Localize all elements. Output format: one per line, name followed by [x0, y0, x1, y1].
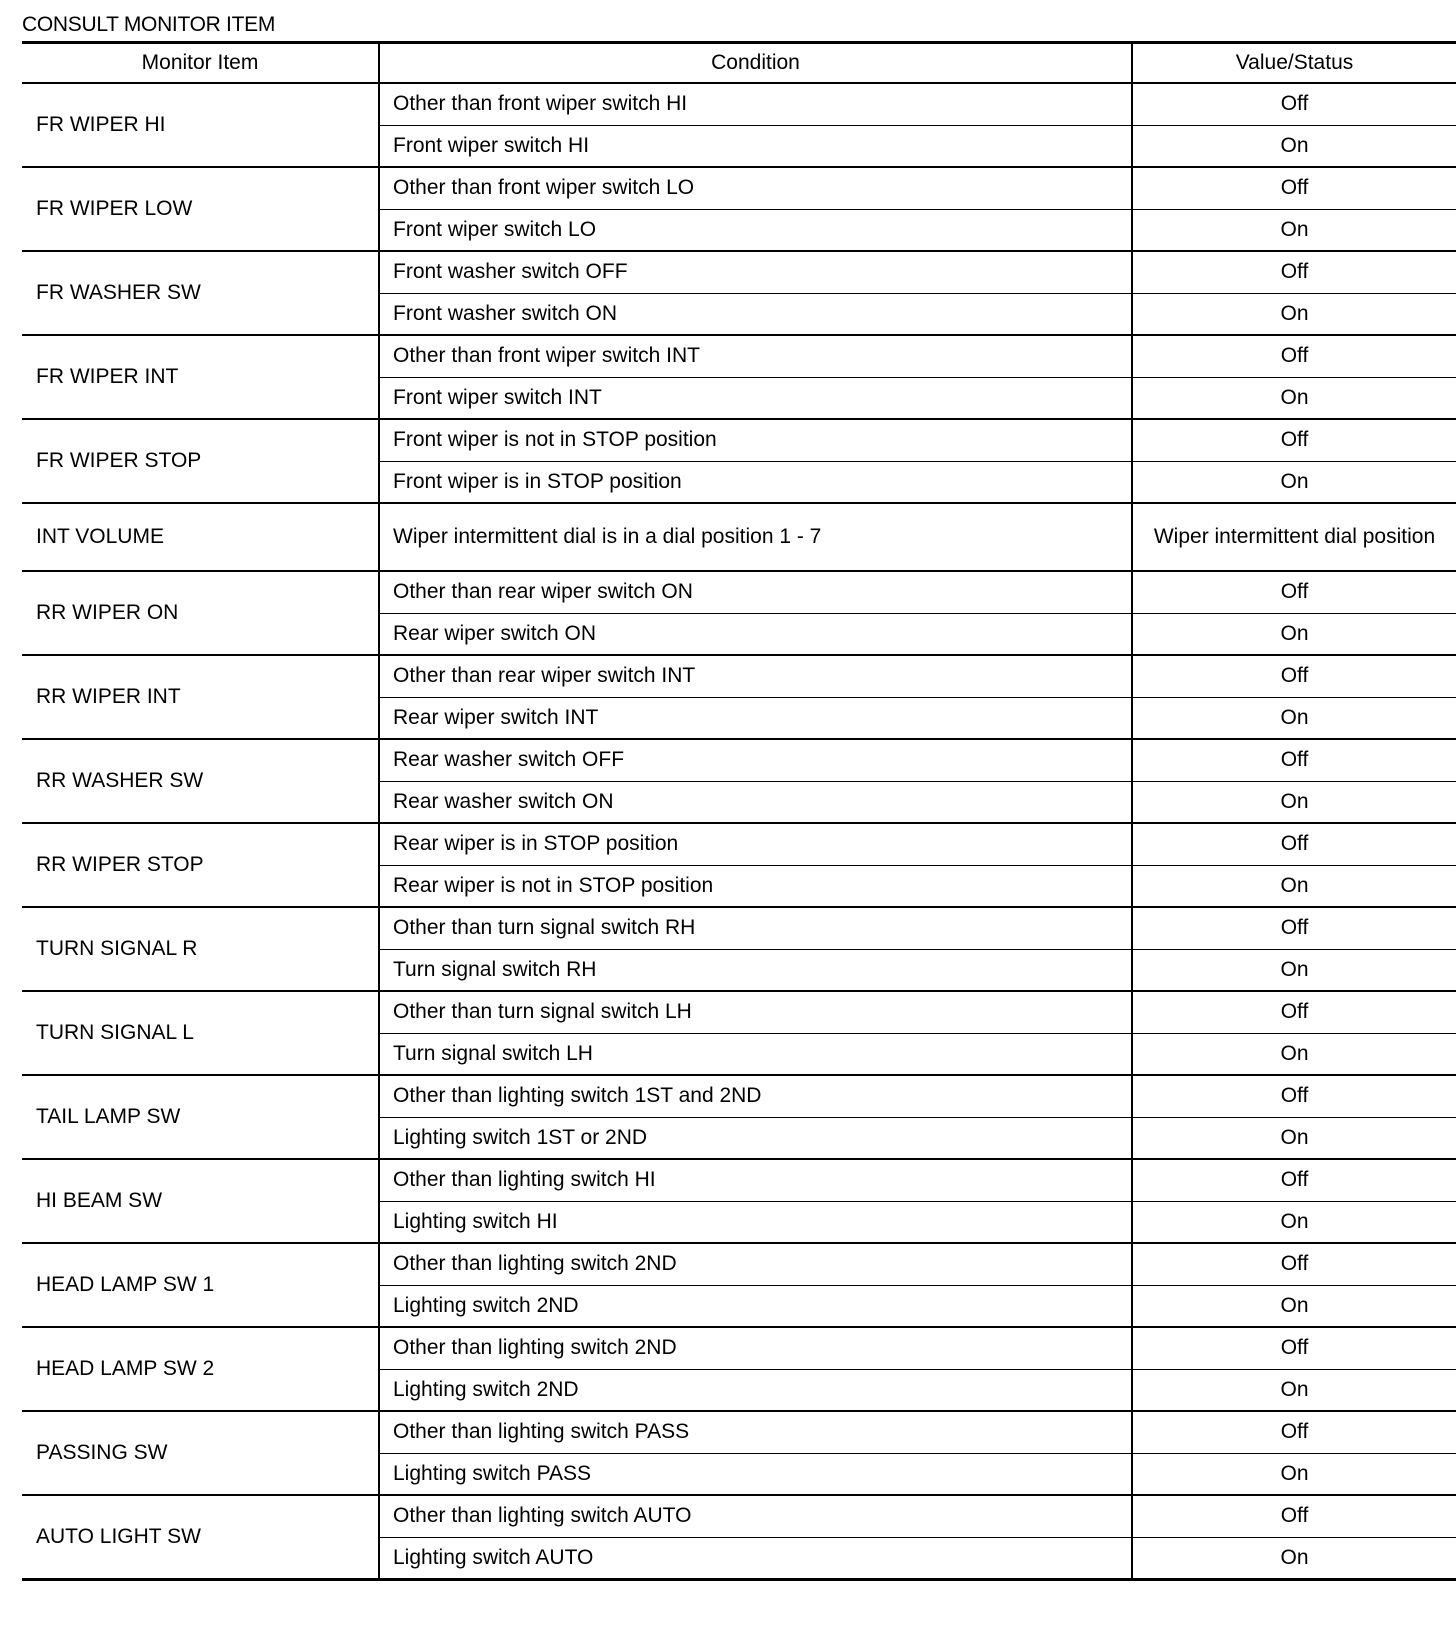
condition-cell: Wiper intermittent dial is in a dial position 1 - 7 [379, 503, 1132, 571]
value-status-cell: On [1132, 1117, 1456, 1159]
table-row [22, 907, 1456, 949]
value-status-cell: On [1132, 461, 1456, 503]
value-status-cell: On [1132, 1537, 1456, 1580]
condition-cell: Other than lighting switch 1ST and 2ND [379, 1075, 1132, 1117]
value-status-cell: Off [1132, 251, 1456, 293]
value-status-cell: Off [1132, 1327, 1456, 1369]
header-value-status: Value/Status [1132, 43, 1456, 84]
table-row [22, 991, 1456, 1033]
value-status-cell: Off [1132, 1159, 1456, 1201]
condition-cell: Front wiper switch INT [379, 377, 1132, 419]
table-row [22, 1159, 1456, 1201]
condition-cell: Other than lighting switch PASS [379, 1411, 1132, 1453]
condition-cell: Lighting switch 2ND [379, 1369, 1132, 1411]
monitor-item-cell: FR WASHER SW [22, 251, 379, 335]
value-status-cell: On [1132, 1369, 1456, 1411]
condition-cell: Other than lighting switch 2ND [379, 1327, 1132, 1369]
condition-cell: Lighting switch 1ST or 2ND [379, 1117, 1132, 1159]
condition-cell: Front wiper switch HI [379, 125, 1132, 167]
value-status-cell: Wiper intermittent dial position [1132, 503, 1456, 571]
condition-cell: Front wiper is in STOP position [379, 461, 1132, 503]
condition-cell: Other than turn signal switch RH [379, 907, 1132, 949]
value-status-cell: On [1132, 613, 1456, 655]
value-status-cell: On [1132, 377, 1456, 419]
condition-cell: Front washer switch OFF [379, 251, 1132, 293]
condition-cell: Other than front wiper switch LO [379, 167, 1132, 209]
monitor-item-cell: FR WIPER LOW [22, 167, 379, 251]
condition-cell: Front wiper is not in STOP position [379, 419, 1132, 461]
table-row [22, 1411, 1456, 1453]
table-row [22, 503, 1456, 571]
table-row [22, 1243, 1456, 1285]
condition-cell: Other than lighting switch AUTO [379, 1495, 1132, 1537]
value-status-cell: Off [1132, 823, 1456, 865]
monitor-item-cell: FR WIPER INT [22, 335, 379, 419]
value-status-cell: Off [1132, 1243, 1456, 1285]
value-status-cell: On [1132, 865, 1456, 907]
value-status-cell: Off [1132, 167, 1456, 209]
monitor-item-cell: TURN SIGNAL L [22, 991, 379, 1075]
monitor-item-cell: FR WIPER HI [22, 83, 379, 167]
value-status-cell: On [1132, 1201, 1456, 1243]
value-status-cell: On [1132, 781, 1456, 823]
value-status-cell: On [1132, 209, 1456, 251]
page-title: CONSULT MONITOR ITEM [22, 13, 276, 36]
condition-cell: Other than front wiper switch HI [379, 83, 1132, 125]
table-row [22, 823, 1456, 865]
table-row [22, 571, 1456, 613]
monitor-item-cell: AUTO LIGHT SW [22, 1495, 379, 1580]
table-row [22, 1327, 1456, 1369]
value-status-cell: Off [1132, 571, 1456, 613]
monitor-item-cell: FR WIPER STOP [22, 419, 379, 503]
table-row [22, 83, 1456, 125]
value-status-cell: Off [1132, 907, 1456, 949]
monitor-table [22, 41, 1456, 1581]
condition-cell: Rear washer switch ON [379, 781, 1132, 823]
table-row [22, 1495, 1456, 1537]
condition-cell: Rear wiper is not in STOP position [379, 865, 1132, 907]
monitor-item-cell: TURN SIGNAL R [22, 907, 379, 991]
condition-cell: Lighting switch AUTO [379, 1537, 1132, 1580]
table-row [22, 167, 1456, 209]
table-row [22, 251, 1456, 293]
table-body [22, 83, 1456, 1580]
header-condition: Condition [379, 43, 1132, 84]
value-status-cell: On [1132, 1285, 1456, 1327]
value-status-cell: Off [1132, 335, 1456, 377]
value-status-cell: On [1132, 293, 1456, 335]
condition-cell: Other than rear wiper switch ON [379, 571, 1132, 613]
value-status-cell: On [1132, 697, 1456, 739]
table-row [22, 739, 1456, 781]
value-status-cell: On [1132, 125, 1456, 167]
monitor-item-cell: HEAD LAMP SW 1 [22, 1243, 379, 1327]
header-monitor-item: Monitor Item [22, 43, 379, 84]
monitor-item-cell: RR WASHER SW [22, 739, 379, 823]
value-status-cell: Off [1132, 83, 1456, 125]
monitor-item-cell: RR WIPER STOP [22, 823, 379, 907]
condition-cell: Other than rear wiper switch INT [379, 655, 1132, 697]
condition-cell: Rear wiper is in STOP position [379, 823, 1132, 865]
condition-cell: Lighting switch HI [379, 1201, 1132, 1243]
value-status-cell: Off [1132, 991, 1456, 1033]
monitor-item-cell: HI BEAM SW [22, 1159, 379, 1243]
condition-cell: Rear wiper switch ON [379, 613, 1132, 655]
condition-cell: Rear wiper switch INT [379, 697, 1132, 739]
table-row [22, 335, 1456, 377]
monitor-item-cell: INT VOLUME [22, 503, 379, 571]
condition-cell: Other than turn signal switch LH [379, 991, 1132, 1033]
value-status-cell: Off [1132, 1411, 1456, 1453]
condition-cell: Other than front wiper switch INT [379, 335, 1132, 377]
monitor-item-cell: RR WIPER INT [22, 655, 379, 739]
header-row [22, 43, 1456, 84]
value-status-cell: Off [1132, 1075, 1456, 1117]
table-row [22, 1075, 1456, 1117]
table-row [22, 419, 1456, 461]
value-status-cell: On [1132, 1453, 1456, 1495]
table-row [22, 655, 1456, 697]
condition-cell: Front washer switch ON [379, 293, 1132, 335]
condition-cell: Lighting switch PASS [379, 1453, 1132, 1495]
condition-cell: Rear washer switch OFF [379, 739, 1132, 781]
value-status-cell: Off [1132, 419, 1456, 461]
value-status-cell: Off [1132, 1495, 1456, 1537]
value-status-cell: On [1132, 1033, 1456, 1075]
condition-cell: Lighting switch 2ND [379, 1285, 1132, 1327]
condition-cell: Other than lighting switch HI [379, 1159, 1132, 1201]
condition-cell: Turn signal switch RH [379, 949, 1132, 991]
monitor-item-cell: HEAD LAMP SW 2 [22, 1327, 379, 1411]
condition-cell: Front wiper switch LO [379, 209, 1132, 251]
monitor-item-cell: RR WIPER ON [22, 571, 379, 655]
condition-cell: Other than lighting switch 2ND [379, 1243, 1132, 1285]
value-status-cell: Off [1132, 655, 1456, 697]
monitor-item-cell: TAIL LAMP SW [22, 1075, 379, 1159]
condition-cell: Turn signal switch LH [379, 1033, 1132, 1075]
monitor-item-cell: PASSING SW [22, 1411, 379, 1495]
value-status-cell: On [1132, 949, 1456, 991]
value-status-cell: Off [1132, 739, 1456, 781]
